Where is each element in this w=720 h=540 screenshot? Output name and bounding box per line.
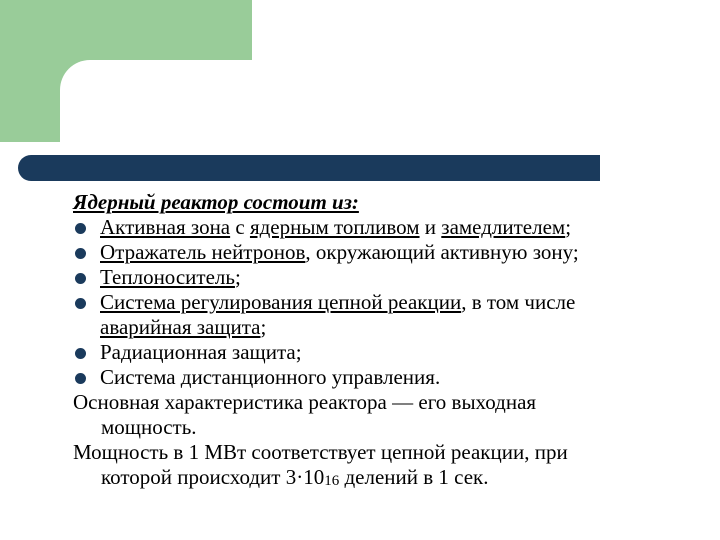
paragraph-main-characteristic [73,390,673,440]
bullet-dot-icon [75,273,86,284]
bullet-dot-icon [75,348,86,359]
bullet-item [73,340,673,365]
bullet-item [73,365,673,390]
bullet-text [100,340,673,365]
text-fragment: Радиационная защита; [100,340,302,364]
text-fragment: делений в 1 сек. [339,465,489,489]
slide-content [73,190,673,493]
paragraph-line: Основная характеристика реактора — его выходная [73,390,537,414]
text-fragment: с [230,215,250,239]
bullet-text-continuation [100,315,673,340]
slide-heading: Ядерный реактор состоит из: [73,190,359,214]
text-fragment: которой происходит 3·10 [101,465,325,489]
text-fragment: , окружающий активную зону; [305,240,579,264]
bullet-dot-icon [75,223,86,234]
text-fragment: ядерным топливом [249,215,420,239]
bullet-item [73,265,673,290]
bullet-list [73,215,673,390]
text-fragment: Теплоноситель [100,265,235,289]
text-fragment: аварийная защита [100,315,261,339]
bullet-text [100,215,673,240]
bullet-dot-icon [75,373,86,384]
bullet-dot-icon [75,248,86,259]
text-fragment: Отражатель нейтронов [100,240,306,264]
bullet-item [73,240,673,265]
text-fragment: замедлителем [441,215,566,239]
paragraph-line: Мощность в 1 МВт соответствует цепной реакции, при [73,440,568,464]
text-fragment: ; [234,265,241,289]
text-fragment: Система дистанционного управления. [100,365,441,389]
text-fragment: ; [260,315,267,339]
bullet-text [100,240,673,265]
text-fragment: , в том числе [461,290,576,314]
exponent: 16 [324,473,340,489]
bullet-text [100,290,673,315]
bullet-item [73,215,673,240]
bullet-text [100,265,673,290]
text-fragment: и [419,215,442,239]
text-fragment: Система регулирования цепной реакции [100,290,462,314]
bullet-text [100,365,673,390]
paragraph-line [73,465,673,493]
text-fragment: ; [565,215,572,239]
text-fragment: Активная зона [100,215,231,239]
bullet-item [73,290,673,340]
title-bar [18,155,600,181]
paragraph-line: мощность. [101,415,197,439]
bullet-dot-icon [75,298,86,309]
paragraph-power [73,440,673,493]
